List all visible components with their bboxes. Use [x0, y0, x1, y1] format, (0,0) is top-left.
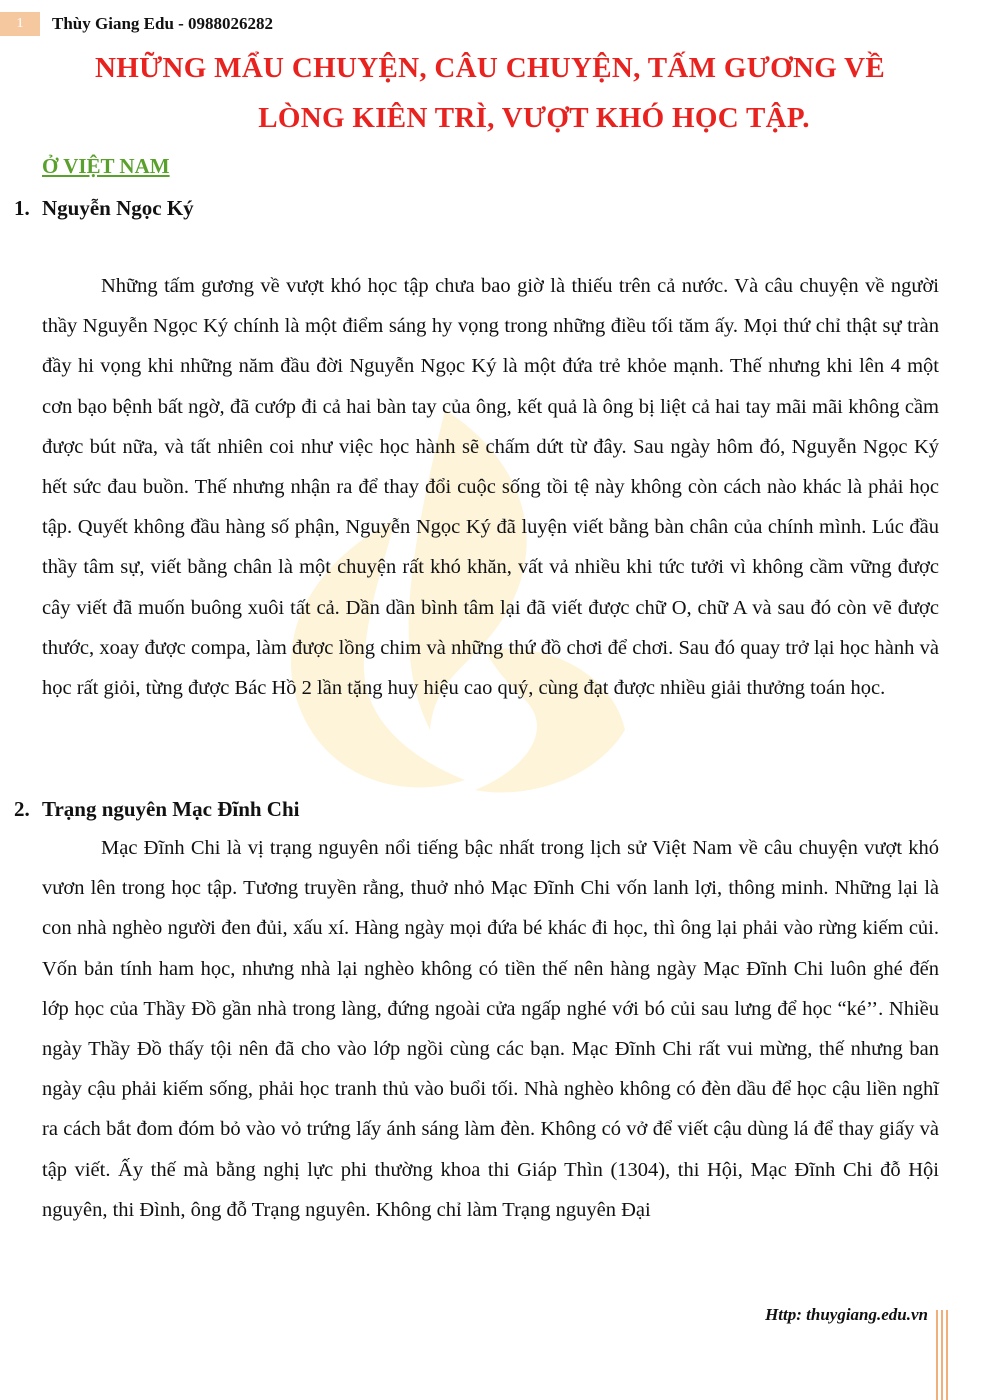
section-label: Ở VIỆT NAM — [42, 154, 170, 178]
page-number: 1 — [0, 12, 40, 36]
story-title: Trạng nguyên Mạc Đĩnh Chi — [42, 797, 300, 821]
story-heading — [14, 797, 300, 822]
story-title: Nguyễn Ngọc Ký — [42, 196, 194, 220]
footer-decorative-lines — [936, 1310, 950, 1400]
story-heading — [14, 196, 194, 221]
story-paragraph: Những tấm gương về vượt khó học tập chưa bao giờ là thiếu trên cả nước. Và câu chuyện về người thầy Nguyễn Ngọc Ký chính là một điểm sáng hy vọng trong những điều tối tăm ấy. Mọi thứ chỉ thật sự tràn đầy hi vọng khi những năm đầu đời Nguyễn Ngọc Ký là một đứa trẻ khỏe mạnh. Thế nhưng khi lên 4 một cơn bạo bệnh bất ngờ, đã cướp đi cả hai bàn tay của ông, kết quả là ông bị liệt cả hai tay mãi mãi không cầm được bút nữa, và tất nhiên coi như việc học hành sẽ chấm dứt từ đây. Sau ngày hôm đó, Nguyễn Ngọc Ký hết sức đau buồn. Thế nhưng nhận ra để thay đổi cuộc sống tồi tệ này không còn cách nào khác là phải học tập. Quyết không đầu hàng số phận, Nguyễn Ngọc Ký đã luyện viết bằng bàn chân của chính mình. Lúc đầu thầy tâm sự, viết bằng chân là một chuyện rất khó khăn, vất vả nhiều khi tức tưởi vì không cầm vững được cây viết đã muốn buông xuôi tất cả. Dần dần bình tâm lại đã viết được chữ O, chữ A và sau đó còn vẽ được thước, xoay được compa, làm được lồng chim và những thứ đồ chơi để chơi. Sau đó quay trở lại học hành và học rất giỏi, từng được Bác Hồ 2 lần tặng huy hiệu cao quý, cùng đạt được nhiều giải thưởng toán học. — [42, 275, 939, 700]
story-number: 1. — [14, 196, 30, 220]
story-paragraph: Mạc Đĩnh Chi là vị trạng nguyên nổi tiếng bậc nhất trong lịch sử Việt Nam về câu chuyện vượt khó vươn lên trong học tập. Tương truyền rằng, thuở nhỏ Mạc Đĩnh Chi vốn lanh lợi, thông minh. Những lại là con nhà nghèo người đen đủi, xấu xí. Hàng ngày mọi đứa bé khác đi học, thì ông lại phải vào rừng kiếm củi. Vốn bản tính ham học, nhưng nhà lại nghèo không có tiền thế nên hàng ngày Mạc Đĩnh Chi luôn ghé đến lớp học của Thầy Đồ gần nhà trong làng, đứng ngoài cửa ngấp nghé với bó củi sau lưng để học “ké’’. Nhiều ngày Thầy Đồ thấy tội nên đã cho vào lớp ngồi cùng các bạn. Mạc Đĩnh Chi rất vui mừng, thế nhưng ban ngày cậu phải kiếm sống, phải học tranh thủ vào buổi tối. Nhà nghèo không có đèn dầu để học cậu liền nghĩ ra cách bắt đom đóm bỏ vào vỏ trứng lấy ánh sáng làm đèn. Không có vở để viết cậu dùng lá để thay giấy và tập viết. Ấy thế mà bằng nghị lực phi thường khoa thi Giáp Thìn (1304), thi Hội, Mạc Đĩnh Chi đỗ Hội nguyên, thi Đình, ông đỗ Trạng nguyên. Không chỉ làm Trạng nguyên Đại — [42, 837, 939, 1221]
story-number: 2. — [14, 797, 30, 821]
footer-website-link[interactable]: Http: thuygiang.edu.vn — [765, 1305, 928, 1324]
header-brand: Thùy Giang Edu - 0988026282 — [52, 14, 274, 33]
document-title-line-2: LÒNG KIÊN TRÌ, VƯỢT KHÓ HỌC TẬP. — [258, 102, 810, 134]
document-title-line-1: NHỮNG MẨU CHUYỆN, CÂU CHUYỆN, TẤM GƯƠNG VỀ — [95, 52, 885, 84]
